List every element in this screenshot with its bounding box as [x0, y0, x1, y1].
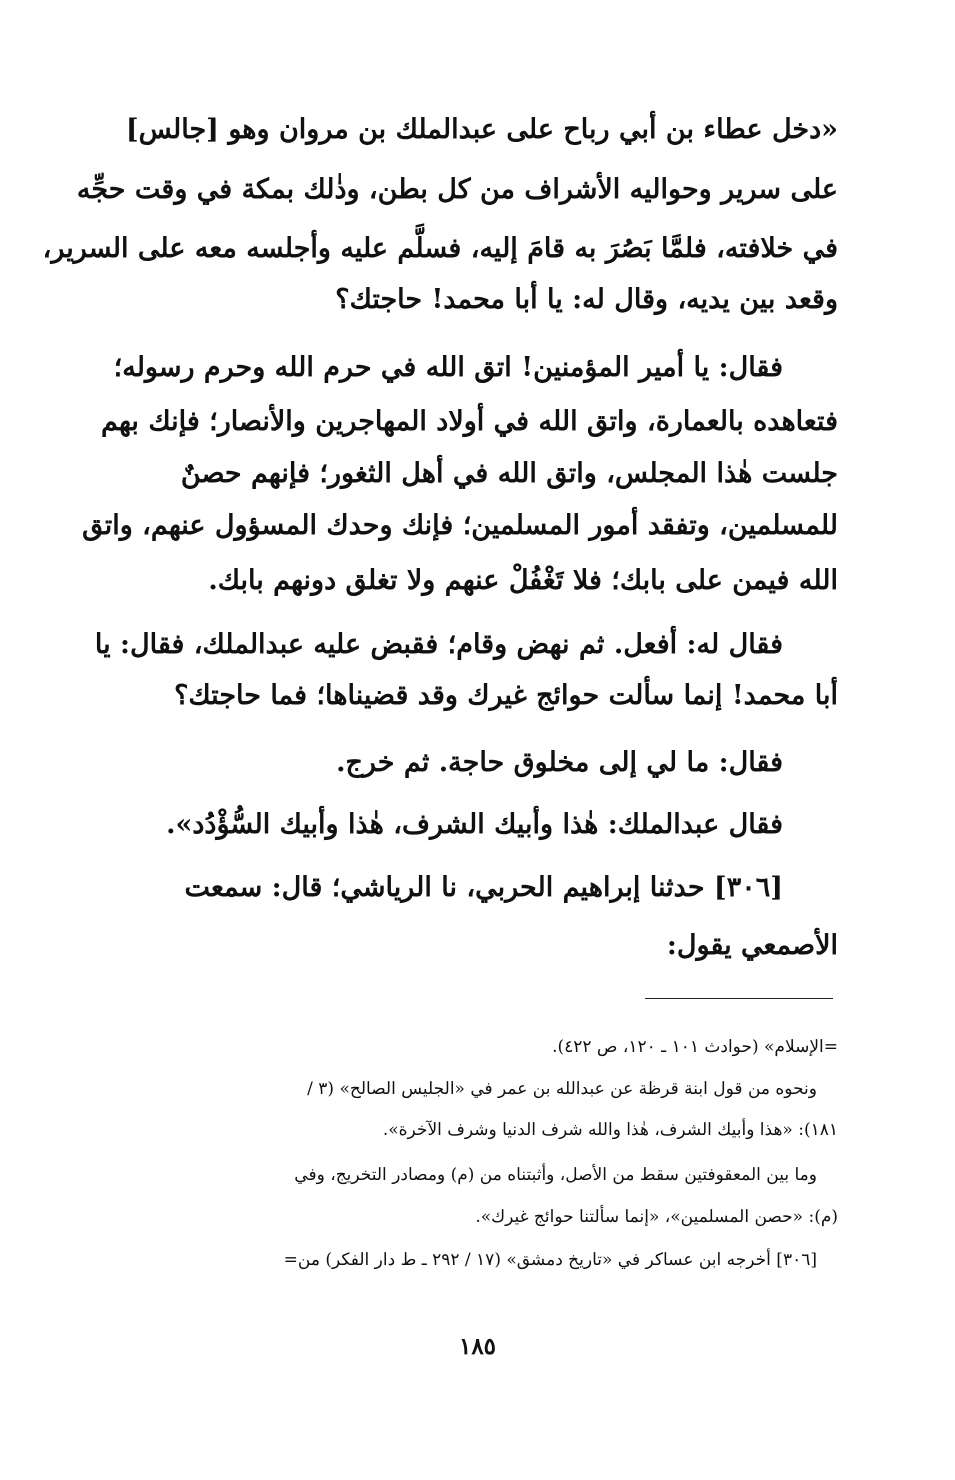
body-line: أبا محمد! إنما سألت حوائج غيرك وقد قضيناها؛ فما حاجتك؟ [174, 680, 838, 711]
footnote-separator [645, 998, 833, 999]
footnote-line: =الإسلام» (حوادث ١٠١ ـ ١٢٠، ص ٤٢٢). [552, 1037, 838, 1057]
body-line: فتعاهده بالعمارة، واتق الله في أولاد المهاجرين والأنصار؛ فإنك بهم [101, 406, 838, 437]
page-number: ١٨٥ [458, 1333, 497, 1360]
body-line: فقال له: أفعل. ثم نهض وقام؛ فقبض عليه عبدالملك، فقال: يا [94, 629, 783, 660]
body-line: «دخل عطاء بن أبي رباح على عبدالملك بن مروان وهو [جالس] [125, 114, 838, 145]
footnote-line: (م): «حصن المسلمين»، «إنما سألتنا حوائج غيرك». [475, 1207, 838, 1227]
body-line: فقال: ما لي إلى مخلوق حاجة. ثم خرج. [336, 747, 783, 778]
body-line: فقال عبدالملك: هٰذا وأبيك الشرف، هٰذا وأبيك السُّؤْدُد». [166, 809, 783, 840]
body-line: في خلافته، فلمَّا بَصُرَ به قامَ إليه، فسلَّم عليه وأجلسه معه على السرير، [42, 233, 838, 264]
body-line: الله فيمن على بابك؛ فلا تَغْفُلْ عنهم ولا تغلق دونهم بابك. [208, 565, 838, 596]
footnote-line: وما بين المعقوفتين سقط من الأصل، وأثبتناه من (م) ومصادر التخريج، وفي [294, 1165, 817, 1185]
body-line: الأصمعي يقول: [666, 930, 838, 961]
body-line: فقال: يا أمير المؤمنين! اتق الله في حرم الله وحرم رسوله؛ [113, 352, 783, 383]
body-line: جلست هٰذا المجلس، واتق الله في أهل الثغور؛ فإنهم حصنٌ [180, 458, 838, 489]
footnote-line: [٣٠٦] أخرجه ابن عساكر في «تاريخ دمشق» (١٧ / ٢٩٢ ـ ط دار الفكر) من= [283, 1250, 817, 1270]
footnote-line: ١٨١): «هذا وأبيك الشرف، هٰذا والله شرف الدنيا وشرف الآخرة». [382, 1120, 838, 1140]
body-line: وقعد بين يديه، وقال له: يا أبا محمد! حاجتك؟ [335, 284, 838, 315]
body-line: على سرير وحواليه الأشراف من كل بطن، وذٰلك بمكة في وقت حجِّه [76, 174, 838, 205]
footnote-line: ونحوه من قول ابنة قرظة عن عبدالله بن عمر في «الجليس الصالح» (٣ / [307, 1079, 817, 1099]
body-line: للمسلمين، وتفقد أمور المسلمين؛ فإنك وحدك المسؤول عنهم، واتق [82, 510, 838, 541]
body-line: [٣٠٦] حدثنا إبراهيم الحربي، نا الرياشي؛ قال: سمعت [184, 872, 783, 903]
